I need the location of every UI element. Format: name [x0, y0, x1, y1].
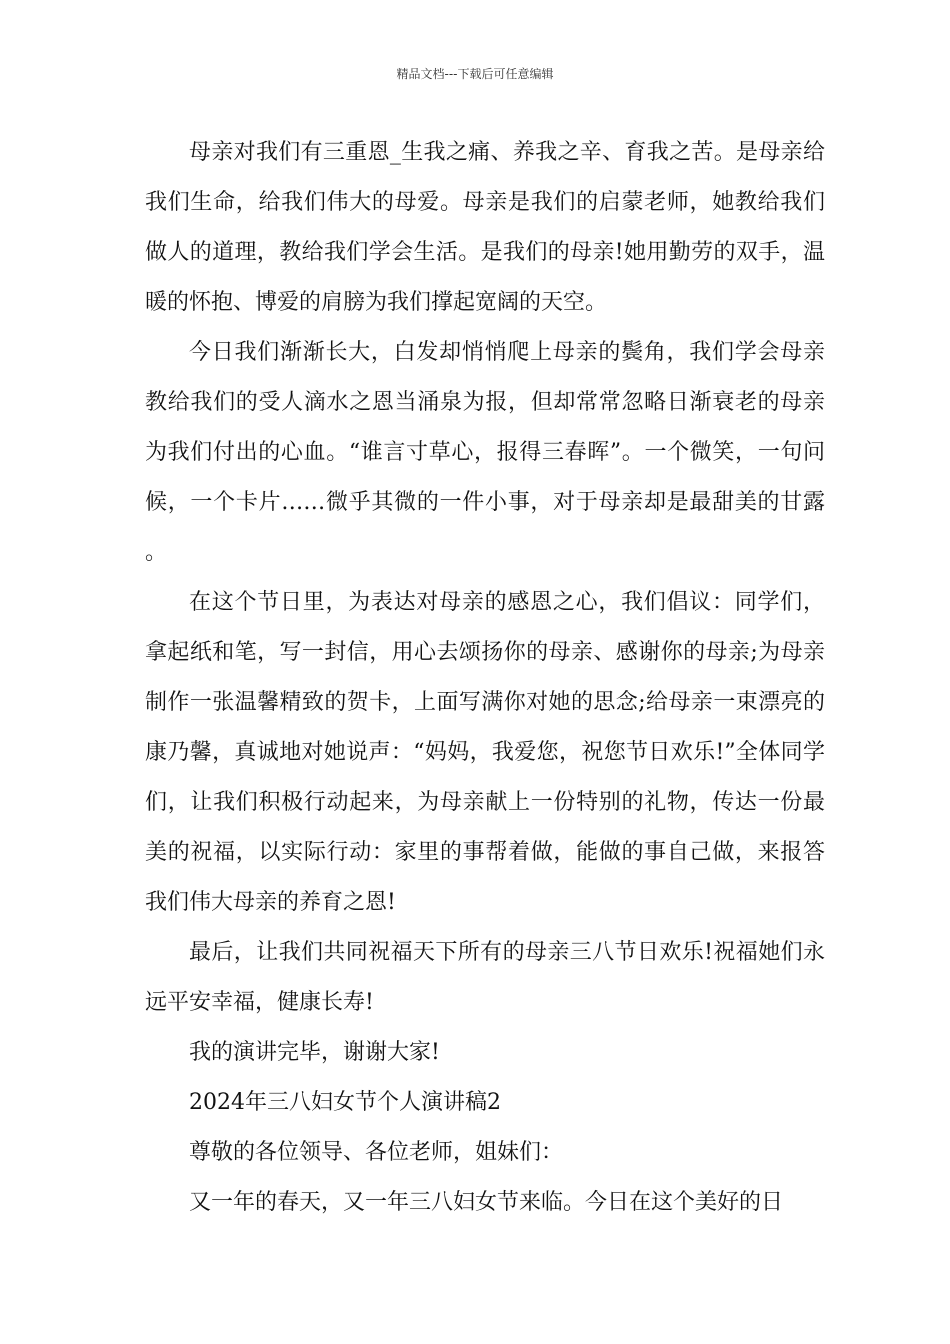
section-title: 2024年三八妇女节个人演讲稿2 [189, 1090, 501, 1115]
paragraph-4: 最后，让我们共同祝福天下所有的母亲三八节日欢乐!祝福她们永远平安幸福，健康长寿! [145, 940, 825, 1015]
page-header: 精品文档---下载后可任意编辑 [396, 67, 554, 81]
paragraph-1: 母亲对我们有三重恩_生我之痛、养我之辛、育我之苦。是母亲给我们生命，给我们伟大的母爱。母亲是我们的启蒙老师，她教给我们做人的道理，教给我们学会生活。是我们的母亲!她用勤劳的双手，温暖的怀抱、博爱的肩膀为我们撑起宽阔的天空。 [145, 140, 825, 315]
paragraph-5: 我的演讲完毕，谢谢大家! [189, 1040, 440, 1065]
paragraph-8: 又一年的春天，又一年三八妇女节来临。今日在这个美好的日 [189, 1190, 784, 1215]
paragraph-3: 在这个节日里，为表达对母亲的感恩之心，我们倡议：同学们，拿起纸和笔，写一封信，用心去颂扬你的母亲、感谢你的母亲;为母亲制作一张温馨精致的贺卡，上面写满你对她的思念;给母亲一束漂亮的康乃馨，真诚地对她说声：“妈妈，我爱您，祝您节日欢乐!”全体同学们，让我们积极行动起来，为母亲献上一份特别的礼物，传达一份最美的祝福，以实际行动：家里的事帮着做，能做的事自己做，来报答我们伟大母亲的养育之恩! [145, 590, 825, 915]
paragraph-2: 今日我们渐渐长大，白发却悄悄爬上母亲的鬓角，我们学会母亲教给我们的受人滴水之恩当涌泉为报，但却常常忽略日渐衰老的母亲为我们付出的心血。“谁言寸草心，报得三春晖”。一个微笑，一句问候，一个卡片……微乎其微的一件小事，对于母亲却是最甜美的甘露。 [145, 340, 825, 565]
document-body [145, 128, 825, 1228]
salutation: 尊敬的各位领导、各位老师，姐妹们： [189, 1140, 564, 1165]
